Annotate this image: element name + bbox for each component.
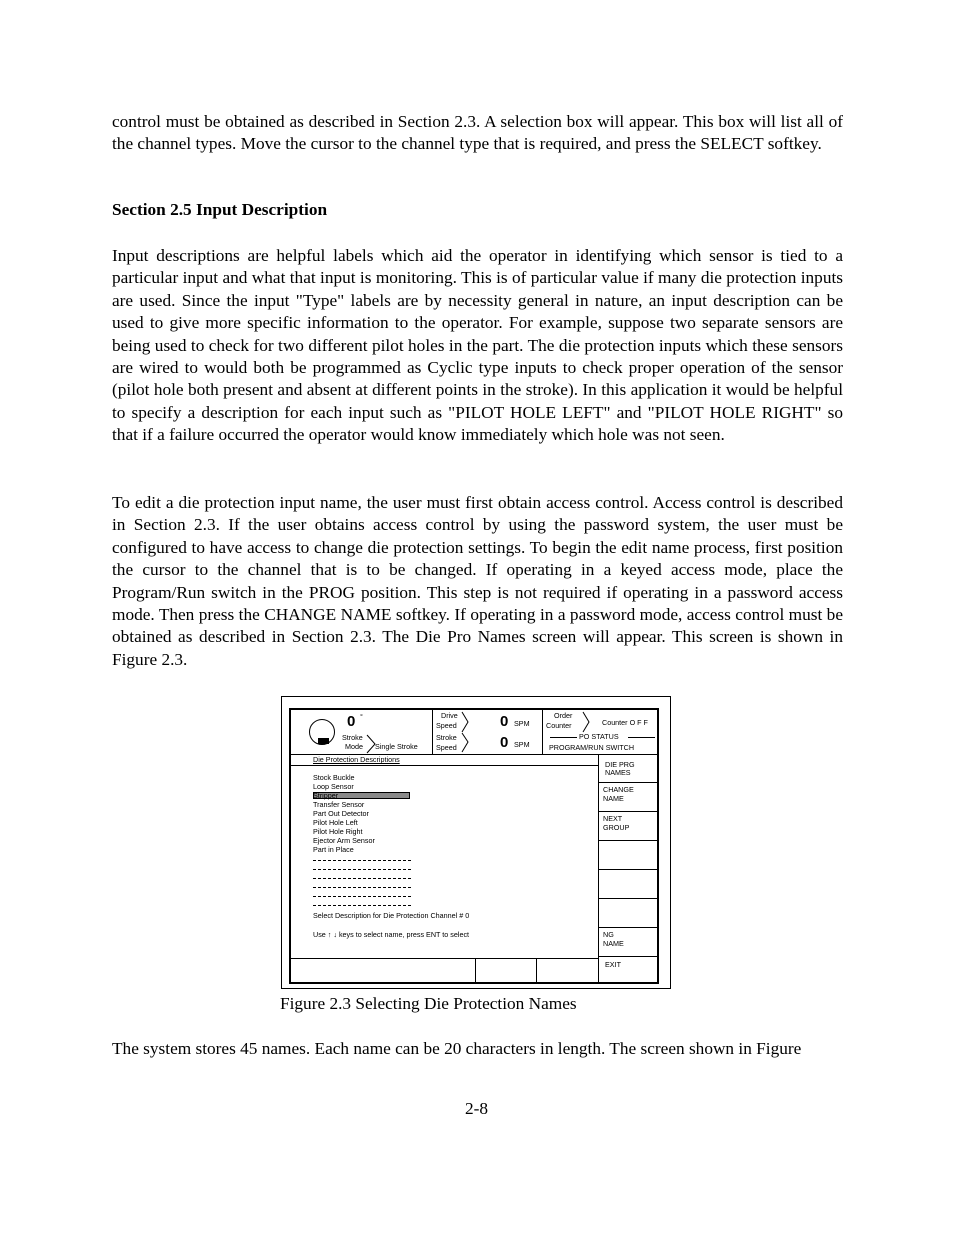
empty-name-slot[interactable] (313, 878, 411, 879)
softkey-next-group[interactable]: NEXT (603, 814, 623, 823)
softkey-column-divider (598, 754, 599, 982)
angle-value: 0 (347, 713, 356, 730)
header-divider-2 (542, 710, 543, 754)
po-status-rule-left (550, 737, 577, 738)
softkey-separator (599, 811, 659, 812)
list-title-rule (291, 765, 598, 766)
paragraph-input-description: Input descriptions are helpful labels which aid the operator in identifying which sensor is tied to a particular input and what that input is monitoring. This is of particular value if many die protection inputs are used. Since the input "Type" labels are by necessity general in nature, an input description can be used to give more specific information to the operator. For example, suppose two separate sensors are being used to check for two different pilot holes in the part. The die protection inputs which these sensors are wired to would both be programmed as Cyclic type inputs to check proper operation of the sensor (pilot hole both present and absent at different points in the stroke). In this application it would be helpful to specify a description for each input such as "PILOT HOLE LEFT" and "PILOT HOLE RIGHT" so that if a failure occurred the operator would know immediately which hole was not seen. (112, 246, 843, 445)
empty-name-slot[interactable] (313, 860, 411, 861)
select-prompt: Select Description for Die Protection Channel # 0 (313, 911, 470, 920)
program-run-switch: PROGRAM/RUN SWITCH (549, 743, 635, 752)
list-item[interactable]: Transfer Sensor (313, 800, 365, 809)
figure-caption: Figure 2.3 Selecting Die Protection Names (280, 994, 577, 1013)
drive-spm-value: 0 (500, 713, 509, 730)
list-item[interactable]: Part Out Detector (313, 809, 369, 818)
softkey-ng-names-line2[interactable]: NAME (603, 939, 624, 948)
drive-spm-unit: SPM (514, 719, 530, 728)
softkey-die-prog-names[interactable]: DIE PRG (605, 760, 635, 769)
po-status-label: PO STATUS (579, 732, 619, 741)
bottom-row-rule (291, 958, 598, 959)
order-label: Order (554, 711, 573, 720)
angle-unit: ° (360, 712, 363, 721)
empty-name-slot[interactable] (313, 896, 411, 897)
key-hint: Use ↑ ↓ keys to select name, press ENT to select (313, 930, 470, 939)
list-item[interactable]: Pilot Hole Left (313, 818, 358, 827)
softkey-exit[interactable]: EXIT (605, 960, 621, 969)
softkey-die-prog-names-line2[interactable]: NAMES (605, 768, 631, 777)
list-title: Die Protection Descriptions (313, 755, 400, 764)
dial-indicator-icon (318, 738, 329, 744)
softkey-change-name[interactable]: CHANGE (603, 785, 634, 794)
drive-label: Drive (441, 711, 458, 720)
po-status-rule-right (628, 737, 655, 738)
speed-bracket-icon (461, 711, 471, 753)
empty-name-slot[interactable] (313, 887, 411, 888)
counter-label: Counter (546, 721, 572, 730)
softkey-next-group-line2[interactable]: GROUP (603, 823, 630, 832)
list-item-selected[interactable]: Stripper (313, 791, 339, 800)
softkey-separator (599, 898, 659, 899)
list-item[interactable]: Pilot Hole Right (313, 827, 363, 836)
page-number: 2-8 (465, 1099, 489, 1118)
softkey-separator (599, 956, 659, 957)
softkey-ng-names[interactable]: NG (603, 930, 614, 939)
list-item[interactable]: Stock Buckle (313, 773, 355, 782)
stroke-spm-unit: SPM (514, 740, 530, 749)
paragraph-intro: control must be obtained as described in Section 2.3. A selection box will appear. This box will list all of the channel types. Move the cursor to the channel type that is required, and press the SELECT softkey. (112, 112, 843, 154)
paragraph-edit-name: To edit a die protection input name, the user must first obtain access control. Access control is described in Section 2.3. If the user obtains access control by using the password system, the user must be configured to have access to change die protection settings. To begin the edit name process, first position the cursor to the channel that is to be changed. If operating in a keyed access mode, place the Program/Run switch in the PROG position. This step is not required if operating in a password access mode. Then press the CHANGE NAME softkey. If operating in a password mode, access control must be obtained as described in Section 2.3. The Die Pro Names screen will appear. This screen is shown in Figure 2.3. (112, 493, 843, 669)
list-item[interactable]: Ejector Arm Sensor (313, 836, 375, 845)
empty-name-slot[interactable] (313, 869, 411, 870)
softkey-change-name-line2[interactable]: NAME (603, 794, 624, 803)
stroke-speed-label: Stroke (436, 733, 457, 742)
counter-arrow-icon (582, 711, 592, 733)
mode-label: Mode (345, 742, 363, 751)
list-item[interactable]: Part in Place (313, 845, 354, 854)
empty-name-slot[interactable] (313, 905, 411, 906)
softkey-separator (599, 869, 659, 870)
bottom-row-divider-2 (536, 958, 537, 982)
stroke-label: Stroke (342, 733, 363, 742)
stroke-spm-value: 0 (500, 734, 509, 751)
die-pro-names-screen (289, 708, 659, 984)
bottom-row-divider (475, 958, 476, 982)
drive-speed-label: Speed (436, 721, 457, 730)
softkey-separator (599, 927, 659, 928)
header-divider (432, 710, 433, 754)
counter-status: Counter O F F (602, 718, 648, 727)
softkey-separator (599, 840, 659, 841)
paragraph-names-storage: The system stores 45 names. Each name can be 20 characters in length. The screen shown in Figure (112, 1039, 802, 1058)
single-stroke-mode: Single Stroke (375, 742, 418, 751)
section-heading: Section 2.5 Input Description (112, 200, 328, 219)
softkey-separator (599, 782, 659, 783)
mode-arrow-icon (366, 734, 378, 754)
stroke-speed-label-2: Speed (436, 743, 457, 752)
list-item[interactable]: Loop Sensor (313, 782, 354, 791)
